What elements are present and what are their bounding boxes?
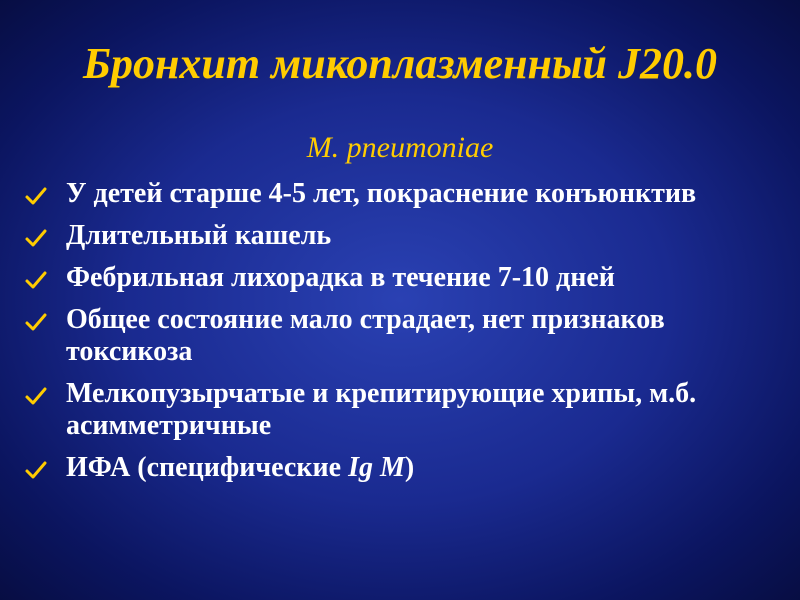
slide-subtitle: M. pneumoniae — [306, 131, 494, 164]
checkmark-icon — [24, 310, 48, 334]
bullet-item — [22, 452, 792, 484]
slide-title: Бронхит микоплазменный J20.0 — [83, 39, 717, 88]
checkmark-icon — [24, 184, 48, 208]
bullet-item — [22, 304, 792, 368]
bullet-text-prefix: ИФА (специфические — [66, 452, 349, 483]
bullet-text: Общее состояние мало страдает, нет признаков токсикоза — [66, 304, 665, 367]
bullet-list — [22, 178, 792, 494]
bullet-item — [22, 220, 792, 252]
checkmark-icon — [24, 384, 48, 408]
bullet-item — [22, 178, 792, 210]
checkmark-icon — [24, 458, 48, 482]
bullet-text-suffix: ) — [404, 452, 415, 483]
bullet-text: У детей старше 4-5 лет, покраснение конъюнктив — [66, 178, 697, 209]
checkmark-icon — [24, 268, 48, 292]
bullet-text: Мелкопузырчатые и крепитирующие хрипы, м.б. асимметричные — [66, 378, 697, 441]
bullet-item — [22, 378, 792, 442]
bullet-text: Фебрильная лихорадка в течение 7-10 дней — [66, 262, 615, 293]
bullet-text-emphasis: Ig M — [348, 452, 405, 483]
checkmark-icon — [24, 226, 48, 250]
bullet-text: Длительный кашель — [66, 220, 332, 251]
bullet-item — [22, 262, 792, 294]
